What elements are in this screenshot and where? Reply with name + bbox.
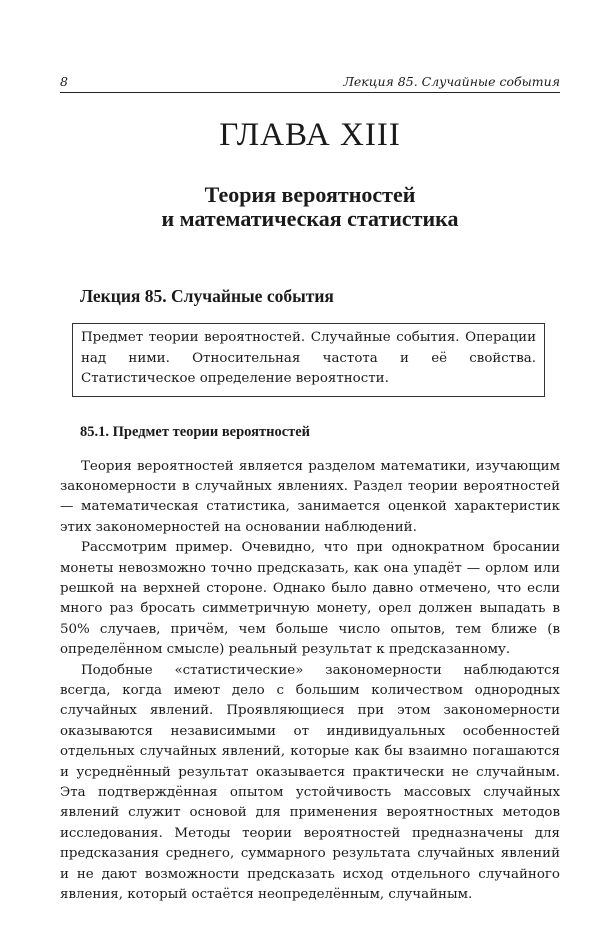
lecture-summary-box: Предмет теории вероятностей. Случайные события. Операции над ними. Относительная частота и её свойства. Статистическое определение вероятности. — [72, 323, 545, 397]
section-body — [60, 457, 560, 906]
running-head-section: Лекция 85. Случайные события — [343, 74, 560, 89]
chapter-title-line-2: и математическая статистика — [161, 206, 459, 231]
page-number: 8 — [60, 74, 68, 89]
paragraph: Рассмотрим пример. Очевидно, что при однократном бросании монеты невозможно точно предсказать, как она упадёт — орлом или решкой на верхней стороне. Однако было давно отмечено, что если много раз бросать симметричную монету, орел должен выпадать в 50% случаев, причём, чем больше число опытов, тем ближе (в определённом смысле) реальный результат к предсказанному. — [60, 540, 560, 658]
document-page — [60, 74, 560, 905]
chapter-title — [60, 183, 560, 231]
section-title: 85.1. Предмет теории вероятностей — [80, 423, 311, 440]
running-head — [60, 74, 560, 93]
chapter-title-line-1: Теория вероятностей — [204, 182, 416, 207]
paragraph: Подобные «статистические» закономерности наблюдаются всегда, когда имеют дело с большим количеством однородных случайных явлений. Проявляющиеся при этом закономерности оказываются независимыми от индивидуальных особенностей отдельных случайных явлений, которые как бы взаимно погашаются и усреднённый результат оказывается практически не случайным. Эта подтверждённая опытом устойчивость массовых случайных явлений служит основой для применения вероятностных методов исследования. Методы теории вероятностей предназначены для предсказания среднего, суммарного результата случайных явлений и не дают возможности предсказать исход отдельного случайного явления, который остаётся неопределённым, случайным. — [60, 662, 560, 903]
paragraph: Теория вероятностей является разделом математики, изучающим закономерности в случайных явлениях. Раздел теории вероятностей — математическая статистика, занимается оценкой характеристик этих закономерностей на основании наблюдений. — [60, 458, 560, 535]
chapter-heading: ГЛАВА XIII — [219, 117, 401, 153]
lecture-title: Лекция 85. Случайные события — [80, 286, 334, 306]
